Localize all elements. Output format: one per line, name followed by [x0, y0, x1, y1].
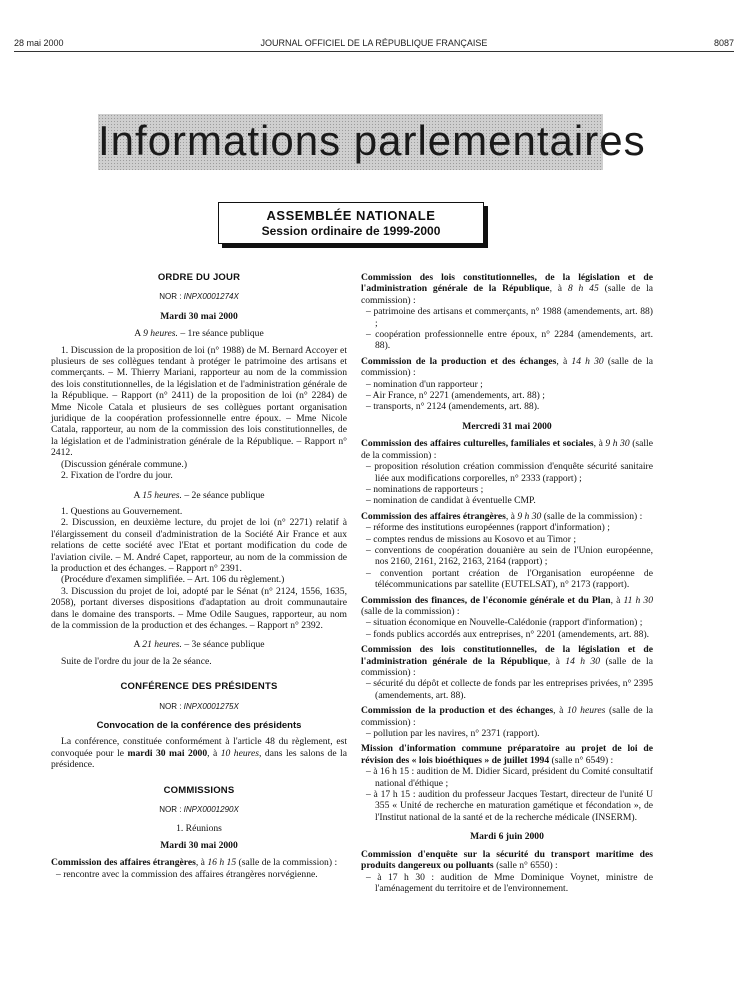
agenda-item: – coopération professionnelle entre époux, n° 2284 (amendements, art. 88).	[366, 329, 653, 352]
nor-label: NOR :	[159, 701, 182, 711]
commission-agenda	[361, 766, 653, 823]
commission-agenda	[361, 306, 653, 352]
commission-entry	[361, 849, 653, 872]
convocation-date: mardi 30 mai 2000	[127, 747, 208, 759]
agenda-item: – pollution par les navires, n° 2371 (rapport).	[366, 728, 540, 740]
commission-name: Commission de la production et des échanges	[361, 355, 557, 367]
agenda-item: – sécurité du dépôt et collecte de fonds par les entreprises privées, n° 2395 (amendements, art. 88).	[366, 678, 653, 701]
commission-entry	[361, 272, 653, 306]
commissions-day-heading: Mardi 30 mai 2000	[160, 839, 238, 851]
commission-name: Mission d'information commune préparatoire au projet de loi de révision des « lois bioéthiques » de juillet 1994	[361, 743, 653, 766]
convocation-text	[51, 736, 347, 770]
convocation-text-part: , à	[207, 747, 221, 759]
seance-1-heading: A 9 heures. – 1re séance publique	[134, 328, 264, 340]
agenda-item: – à 17 h 30 : audition de Mme Dominique Voynet, ministre de l'aménagement du territoire et de l'environnement.	[366, 871, 653, 894]
commission-entry	[361, 705, 653, 728]
commissions-heading: COMMISSIONS	[163, 784, 235, 796]
assembly-title: ASSEMBLÉE NATIONALE	[266, 208, 436, 223]
convocation-text-part: , dans les salons de la présidence.	[51, 747, 347, 771]
conference-nor	[51, 701, 347, 712]
agenda-item: – proposition résolution création commission d'enquête sécurité sanitaire liée aux modifications corporelles, n° 2333 (rapport) ;	[366, 461, 653, 484]
commission-room: (salle de la commission) :	[236, 857, 338, 869]
commission-time: 10 heures	[566, 705, 606, 717]
commission-room: (salle de la commission) :	[361, 438, 653, 461]
ordre-du-jour-heading: ORDRE DU JOUR	[157, 272, 241, 283]
seance-2-note: (Procédure d'examen simplifiée. – Art. 106 du règlement.)	[61, 574, 285, 586]
commission-sep: , à	[610, 594, 624, 606]
commission-room: (salle de la commission) :	[361, 655, 653, 678]
commission-agenda	[361, 522, 653, 590]
commission-room: (salle de la commission) :	[361, 283, 653, 306]
commission-time: 14 h 30	[565, 655, 601, 667]
nor-code: INPX0001290X	[183, 805, 239, 815]
nor-label: NOR :	[159, 292, 182, 302]
ordre-nor	[51, 291, 347, 302]
convocation-time: 10 heures	[220, 747, 260, 759]
commission-entry	[361, 356, 653, 379]
agenda-item: – à 16 h 15 : audition de M. Didier Sicard, président du Comité consultatif national d'éthique ;	[366, 766, 653, 789]
nor-label: NOR :	[159, 805, 182, 815]
commission-name: Commission de la production et des échanges	[361, 705, 554, 717]
commission-agenda	[361, 617, 653, 640]
section-banner	[98, 114, 646, 170]
commission-entry	[51, 857, 347, 868]
commission-agenda	[361, 461, 653, 507]
agenda-item: – conventions de coopération douanière au sein de l'Union européenne, nos 2160, 2161, 2162, 2163, 2164 (rapport) ;	[366, 544, 653, 568]
agenda-item: – nomination de candidat à éventuelle CMP.	[366, 495, 536, 507]
agenda-item: – Air France, n° 2271 (amendements, art. 88) ;	[366, 390, 545, 402]
agenda-item: – nominations de rapporteurs ;	[366, 483, 484, 495]
commission-agenda	[361, 728, 653, 739]
agenda-item: – patrimoine des artisans et commerçants, n° 1988 (amendements, art. 88) ;	[366, 306, 653, 329]
seance-2-time: 15 heures.	[142, 489, 182, 501]
commission-time: 16 h 15	[207, 857, 237, 869]
commission-sep: , à	[505, 510, 518, 522]
agenda-item: – convention portant création de l'Organisation européenne de télécommunications par satellite (EUTELSAT), n° 2173 (rapport).	[366, 567, 653, 591]
commission-time: 9 h 30	[605, 438, 630, 450]
agenda-item: – à 17 h 15 : audition du professeur Jacques Testart, directeur de l'unité U 355 « Unité de recherche en maturation gamétique et fécondation », de l'Institut national de la santé et de la recherche médicale (INSERM).	[366, 789, 653, 823]
commission-agenda	[51, 869, 347, 880]
convocation-text-part: La conférence, constituée conformément à l'article 48 du règlement, est convoquée pour le	[51, 736, 347, 759]
seance-1-item-2: 2. Fixation de l'ordre du jour.	[61, 470, 173, 482]
right-column	[361, 272, 653, 894]
day-heading: Mardi 30 mai 2000	[160, 310, 238, 322]
seance-3-time: 21 heures.	[142, 639, 182, 651]
seance-2-label: – 2e séance publique	[181, 489, 265, 501]
commission-room: (salle n° 6549) :	[549, 754, 614, 766]
day-heading: Mardi 6 juin 2000	[470, 831, 544, 843]
agenda-item: – comptes rendus de missions au Kosovo et au Timor ;	[366, 533, 576, 545]
commission-name: Commission des affaires étrangères	[361, 510, 506, 522]
reunions-heading: 1. Réunions	[176, 823, 222, 835]
commission-entry	[361, 644, 653, 678]
commission-time: 11 h 30	[623, 594, 653, 606]
seance-1-note: (Discussion générale commune.)	[61, 458, 188, 470]
commission-name: Commission des affaires étrangères	[51, 857, 196, 869]
seance-2-item-2: 2. Discussion, en deuxième lecture, du projet de loi (n° 2271) relatif à l'élargissement du conseil d'administration de la Société Air France et aux relations de cette société avec l'Etat et portant modification du code de l'aviation civile. – M. André Capet, rapporteur, au nom de la commission de la production et des échanges. – Rapport n° 2391.	[51, 517, 347, 574]
seance-3-label: – 3e séance publique	[181, 639, 265, 651]
agenda-item: – transports, n° 2124 (amendements, art. 88).	[366, 401, 540, 413]
seance-1-time: 9 heures.	[143, 328, 178, 340]
commission-agenda	[361, 872, 653, 895]
commission-time: 9 h 30	[517, 510, 542, 522]
nor-code: INPX0001275X	[183, 701, 239, 711]
agenda-item: – situation économique en Nouvelle-Calédonie (rapport d'information) ;	[366, 617, 643, 629]
header-rule	[14, 51, 734, 52]
commissions-nor	[51, 804, 347, 815]
commission-name: Commission des finances, de l'économie générale et du Plan	[361, 594, 611, 606]
commission-name: Commission des lois constitutionnelles, de la législation et de l'administration générale de la République	[361, 272, 653, 295]
seance-2-heading: A 15 heures. – 2e séance publique	[133, 489, 265, 501]
commission-entry	[361, 438, 653, 461]
commission-agenda	[361, 379, 653, 413]
commission-sep: , à	[553, 705, 567, 717]
header-date: 28 mai 2000	[14, 38, 64, 48]
agenda-item: – nomination d'un rapporteur ;	[366, 378, 483, 390]
commission-room: (salle de la commission) :	[541, 510, 643, 522]
commission-entry	[361, 511, 653, 522]
commission-room: (salle de la commission) :	[361, 605, 460, 617]
commission-name: Commission des lois constitutionnelles, de la législation et de l'administration générale de la République	[361, 644, 653, 667]
header-page-number: 8087	[713, 38, 734, 48]
conference-heading: CONFÉRENCE DES PRÉSIDENTS	[120, 681, 278, 693]
commission-room: (salle n° 6550) :	[493, 860, 558, 872]
commission-sep: , à	[195, 857, 208, 869]
commission-sep: , à	[593, 438, 606, 450]
seance-3-text: Suite de l'ordre du jour de la 2e séance.	[61, 655, 212, 667]
commission-sep: , à	[549, 283, 568, 295]
commission-room: (salle de la commission) :	[361, 355, 653, 379]
day-heading: Mercredi 31 mai 2000	[462, 420, 552, 432]
commission-name: Commission des affaires culturelles, familiales et sociales	[361, 438, 594, 450]
commission-time: 14 h 30	[571, 355, 604, 367]
seance-3-heading: A 21 heures. – 3e séance publique	[133, 639, 265, 651]
session-title: Session ordinaire de 1999-2000	[261, 224, 441, 238]
banner-title: Informations parlementaires	[98, 117, 646, 164]
commission-sep: , à	[556, 355, 572, 367]
seance-2-item-3: 3. Discussion du projet de loi, adopté par le Sénat (n° 2124, 1556, 1635, 2058), portant diverses dispositions d'adaptation au droit communautaire dans le domaine des transports. – Mme Odile Saugues, rapporteur, au nom de la commission de la production et des échanges. – Rapport n° 2392.	[51, 585, 347, 631]
seance-1-label: – 1re séance publique	[177, 328, 264, 340]
commission-room: (salle de la commission) :	[361, 705, 654, 728]
left-column	[51, 272, 347, 880]
nor-code: INPX0001274X	[183, 292, 239, 302]
commission-time: 8 h 45	[567, 283, 599, 295]
agenda-item: – fonds publics accordés aux entreprises, n° 2201 (amendements, art. 88).	[366, 628, 650, 640]
header-journal-title: JOURNAL OFFICIEL DE LA RÉPUBLIQUE FRANÇAISE	[260, 38, 488, 48]
commission-sep: , à	[547, 655, 566, 667]
commission-name: Commission d'enquête sur la sécurité du transport maritime des produits dangereux ou polluants	[361, 848, 653, 872]
agenda-item: – rencontre avec la commission des affaires étrangères norvégienne.	[56, 868, 318, 880]
running-header	[14, 38, 734, 52]
commission-entry	[361, 743, 653, 766]
assembly-title-box	[218, 202, 484, 244]
agenda-item: – réforme des institutions européennes (rapport d'information) ;	[366, 522, 610, 534]
convocation-heading: Convocation de la conférence des présidents	[96, 720, 302, 731]
seance-2-item-1: 1. Questions au Gouvernement.	[61, 505, 183, 517]
commission-entry	[361, 595, 653, 618]
commission-agenda	[361, 678, 653, 701]
seance-1-item-1: 1. Discussion de la proposition de loi (n° 1988) de M. Bernard Accoyer et plusieurs de ses collègues tendant à protéger le patrimoine des artisans et commerçants. – M. Thierry Mariani, rapporteur au nom de la commission des lois constitutionnelles, de la législation et de l'administration générale de la République. – Rapport (n° 2411) de la proposition de loi (n° 2284) de Mme Nicole Catala et plusieurs de ses collègues portant organisation juridique de la coopération professionnelle entre époux. – Mme Nicole Catala, rapporteur, au nom de la commission des lois constitutionnelles, de la législation et de l'administration générale de la République. – Rapport n° 2412.	[51, 344, 347, 459]
